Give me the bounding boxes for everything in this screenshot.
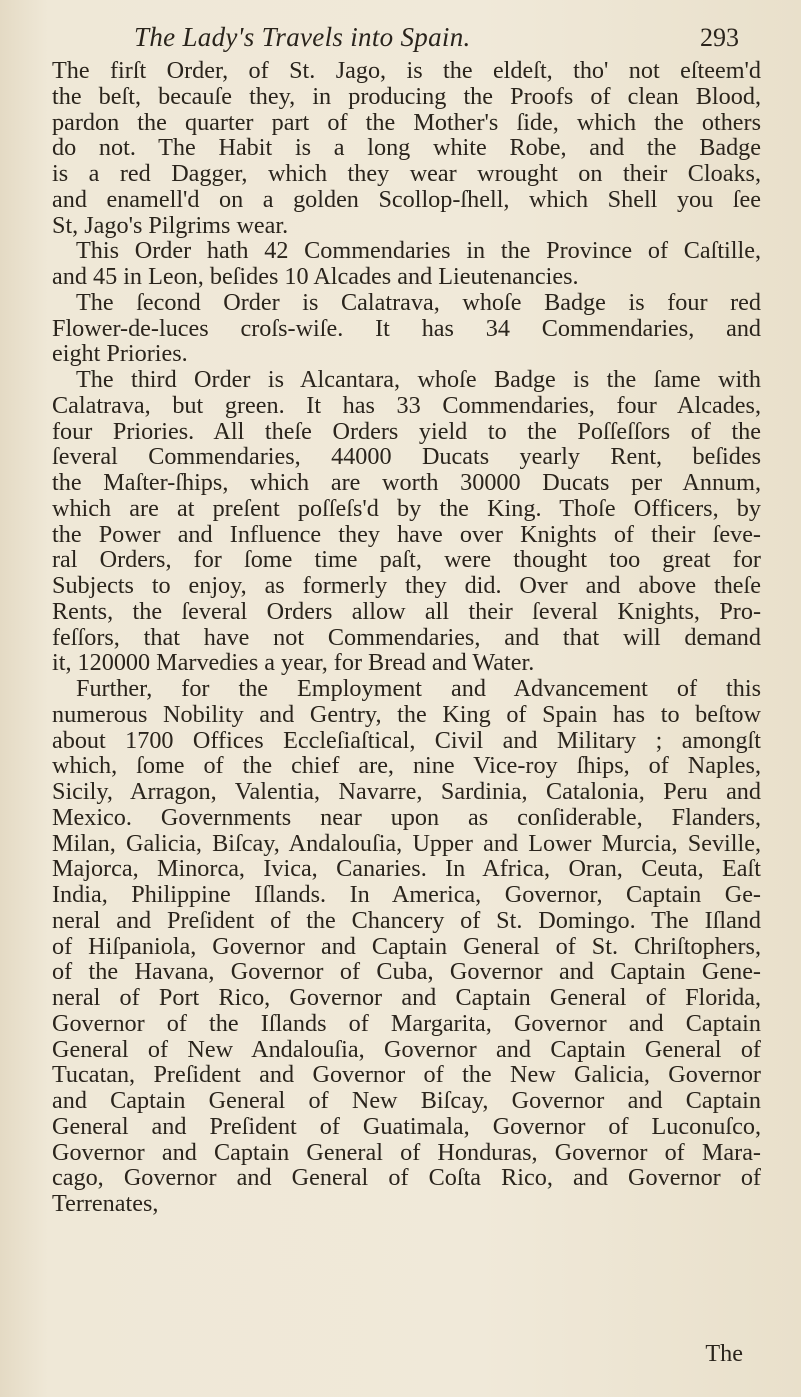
text-line: neral and Preſident of the Chancery of St. Domingo. The Iſland (52, 907, 761, 934)
text-line: the Power and Influence they have over Knights of their ſeve- (52, 521, 761, 548)
text-line: The ſecond Order is Calatrava, whoſe Badge is four red (76, 289, 761, 316)
text-line: is a red Dagger, which they wear wrought on their Cloaks, (52, 161, 761, 187)
text-line: Rents, the ſeveral Orders allow all their ſeveral Knights, Pro- (52, 598, 761, 625)
text-line: do not. The Habit is a long white Robe, and the Badge (52, 135, 761, 161)
text-line: ral Orders, for ſome time paſt, were thought too great for (52, 547, 761, 573)
text-line: and enamell'd on a golden Scollop-ſhell, which Shell you ſee (52, 186, 761, 213)
catchword: The (705, 1340, 743, 1367)
text-line: Further, for the Employment and Advancement of this (76, 676, 761, 702)
text-line: of Hiſpaniola, Governor and Captain General of St. Chriſtophers, (52, 933, 761, 960)
text-line: Subjects to enjoy, as formerly they did. Over and above theſe (52, 573, 761, 599)
text-line: Milan, Galicia, Biſcay, Andalouſia, Upper and Lower Murcia, Seville, (52, 830, 761, 857)
running-title: The Lady's Travels into Spain. (134, 22, 471, 52)
text-line: Majorca, Minorca, Ivica, Canaries. In Africa, Oran, Ceuta, Eaſt (52, 856, 761, 882)
text-line: pardon the quarter part of the Mother's ſide, which the others (52, 109, 761, 136)
text-line: General of New Andalouſia, Governor and Captain General of (52, 1036, 761, 1063)
text-line: eight Priories. (52, 341, 188, 367)
text-line: General and Preſident of Guatimala, Governor of Luconuſco, (52, 1113, 761, 1140)
text-line: Calatrava, but green. It has 33 Commendaries, four Alcades, (52, 392, 761, 419)
text-line: Flower-de-luces croſs-wiſe. It has 34 Commendaries, and (52, 315, 761, 342)
text-line: neral of Port Rico, Governor and Captain General of Florida, (52, 985, 761, 1011)
text-line: which, ſome of the chief are, nine Vice-roy ſhips, of Naples, (52, 753, 761, 779)
body-text (52, 58, 761, 1217)
text-line: The firſt Order, of St. Jago, is the eldeſt, tho' not eſteem'd (52, 58, 761, 84)
text-line: four Priories. All theſe Orders yield to the Poſſeſſors of the (52, 418, 761, 445)
text-line: the beſt, becauſe they, in producing the Proofs of clean Blood, (52, 83, 761, 110)
text-line: St, Jago's Pilgrims wear. (52, 212, 289, 239)
text-line: and Captain General of New Biſcay, Governor and Captain (52, 1088, 761, 1114)
text-line: cago, Governor and General of Coſta Rico, and Governor of (52, 1165, 761, 1191)
text-line: numerous Nobility and Gentry, the King of Spain has to beſtow (52, 701, 761, 728)
page-number: 293 (700, 23, 739, 52)
text-line: Tucatan, Preſident and Governor of the New Galicia, Governor (52, 1062, 761, 1088)
text-line: Governor and Captain General of Honduras, Governor of Mara- (52, 1139, 761, 1166)
text-line: Mexico. Governments near upon as conſiderable, Flanders, (52, 804, 761, 831)
text-line: Governor of the Iſlands of Margarita, Governor and Captain (52, 1010, 761, 1037)
text-line: of the Havana, Governor of Cuba, Governor and Captain Gene- (52, 959, 761, 985)
text-line: This Order hath 42 Commendaries in the Province of Caſtille, (76, 238, 761, 264)
text-line: which are at preſent poſſeſs'd by the King. Thoſe Officers, by (52, 495, 761, 522)
text-line: it, 120000 Marvedies a year, for Bread and Water. (52, 650, 535, 676)
text-line: Terrenates, (52, 1191, 159, 1217)
text-line: The third Order is Alcantara, whoſe Badge is the ſame with (76, 367, 761, 393)
text-line: ſeveral Commendaries, 44000 Ducats yearly Rent, beſides (52, 444, 761, 470)
running-head (52, 22, 761, 56)
text-line: India, Philippine Iſlands. In America, Governor, Captain Ge- (52, 882, 761, 908)
text-line: and 45 in Leon, beſides 10 Alcades and Lieutenancies. (52, 264, 579, 290)
text-line: Sicily, Arragon, Valentia, Navarre, Sardinia, Catalonia, Peru and (52, 779, 761, 805)
text-line: feſſors, that have not Commendaries, and that will demand (52, 624, 761, 651)
text-line: the Maſter-ſhips, which are worth 30000 Ducats per Annum, (52, 470, 761, 496)
text-line: about 1700 Offices Eccleſiaſtical, Civil and Military ; amongſt (52, 727, 761, 754)
